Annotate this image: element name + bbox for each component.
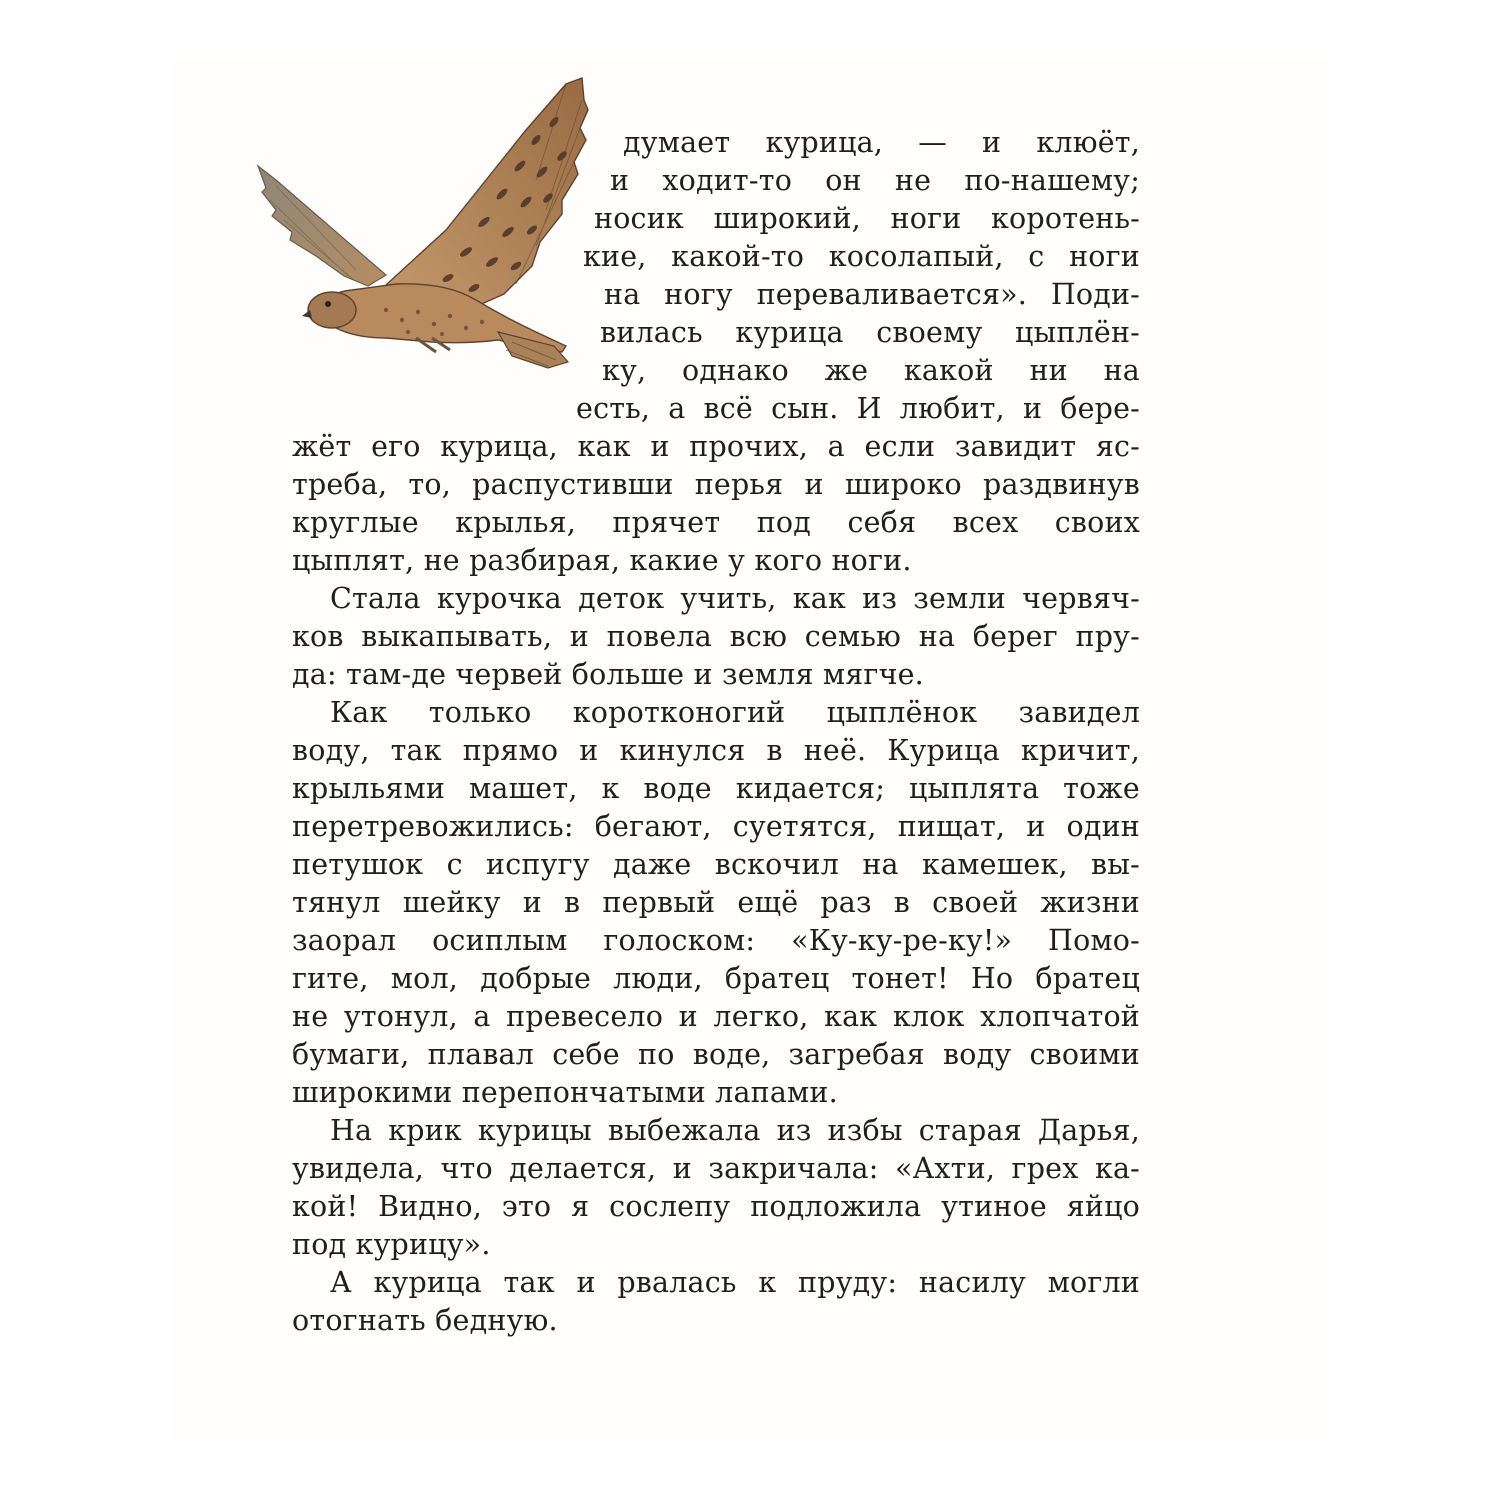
text-line: Как только коротконогий цыплёнок завидел bbox=[330, 696, 1140, 729]
text-line: вилась курица своему цыплён- bbox=[600, 316, 1140, 349]
text-line: гите, мол, добрые люди, братец тонет! Но братец bbox=[292, 962, 1140, 995]
text-line: носик широкий, ноги коротень- bbox=[594, 202, 1140, 235]
text-line: ков выкапывать, и повела всю семью на берег пру- bbox=[292, 620, 1140, 653]
text-line: отогнать бедную. bbox=[292, 1304, 558, 1337]
text-line: крыльями машет, к воде кидается; цыплята тоже bbox=[292, 772, 1140, 805]
text-line: ку, однако же какой ни на bbox=[602, 354, 1140, 387]
text-line: цыплят, не разбирая, какие у кого ноги. bbox=[292, 544, 912, 577]
text-line: не утонул, а превесело и легко, как клок хлопчатой bbox=[292, 1000, 1140, 1033]
text-line: На крик курицы выбежала из избы старая Дарья, bbox=[330, 1114, 1140, 1147]
story-text bbox=[292, 124, 1140, 1340]
text-line: круглые крылья, прячет под себя всех своих bbox=[292, 506, 1140, 539]
text-line: жёт его курица, как и прочих, а если завидит яс- bbox=[292, 430, 1140, 463]
text-line: Стала курочка деток учить, как из земли червяч- bbox=[330, 582, 1140, 615]
text-line: бумаги, плавал себе по воде, загребая воду своими bbox=[292, 1038, 1140, 1071]
text-line: широкими перепончатыми лапами. bbox=[292, 1076, 838, 1109]
text-line: перетревожились: бегают, суетятся, пищат, и один bbox=[292, 810, 1140, 843]
text-line: да: там-де червей больше и земля мягче. bbox=[292, 658, 924, 691]
text-line: заорал осиплым голоском: «Ку-ку-ре-ку!» Помо- bbox=[292, 924, 1140, 957]
text-line: на ногу переваливается». Поди- bbox=[604, 278, 1140, 311]
text-line: треба, то, распустивши перья и широко раздвинув bbox=[292, 468, 1140, 501]
text-line: есть, а всё сын. И любит, и бере- bbox=[576, 392, 1140, 425]
text-line: А курица так и рвалась к пруду: насилу могли bbox=[330, 1266, 1140, 1299]
text-line: кой! Видно, это я сослепу подложила утиное яйцо bbox=[292, 1190, 1140, 1223]
text-line: петушок с испугу даже вскочил на камешек, вы- bbox=[292, 848, 1140, 881]
text-line: тянул шейку и в первый ещё раз в своей жизни bbox=[292, 886, 1140, 919]
text-line: кие, какой-то косолапый, с ноги bbox=[583, 240, 1140, 273]
text-line: и ходит-то он не по-нашему; bbox=[610, 164, 1140, 197]
text-line: увидела, что делается, и закричала: «Ахти, грех ка- bbox=[292, 1152, 1140, 1185]
text-line: воду, так прямо и кинулся в неё. Курица кричит, bbox=[292, 734, 1140, 767]
text-line: думает курица, — и клюёт, bbox=[623, 126, 1140, 159]
text-line: под курицу». bbox=[292, 1228, 491, 1261]
